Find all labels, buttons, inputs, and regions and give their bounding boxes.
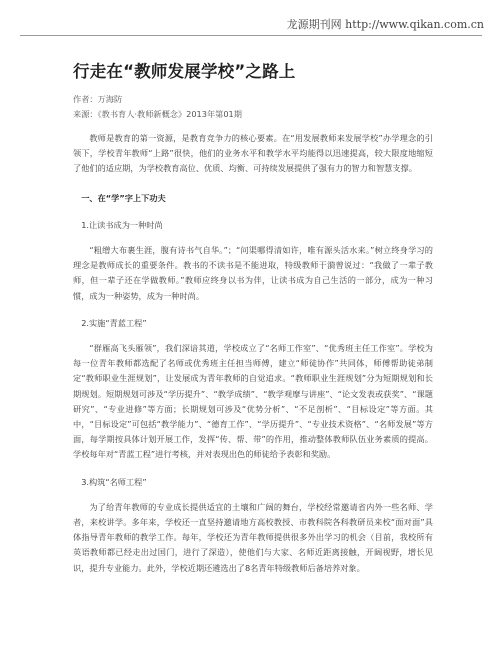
subsection-heading: 1.让读书成为一种时尚 bbox=[81, 219, 163, 230]
article-author: 作者：万海防 bbox=[73, 94, 123, 104]
paragraph: “粗缯大布裹生涯，腹有诗书气自华。”；“问渠哪得清如许，唯有源头活水来。”树立终身学习的理念是教师成长的重要条件。教书的不读书是不能进取，特级教师于漪曾说过：“我做了一辈子教师，但一辈子还在学做教师。”教师应终身以书为伴，让读书成为自己生活的一部分，成为一种习惯，成为一种姿势，成为一种时尚。 bbox=[73, 245, 433, 301]
article-meta bbox=[73, 92, 433, 122]
subsection-heading: 2.实施“青蓝工程” bbox=[81, 317, 147, 328]
paragraph: 教师是教育的第一资源，是教育竞争力的核心要素。在“用发展教师来发展学校”办学理念的引领下，学校青年教师“上路”很快，他们的业务水平和教学水平均能得以迅速提高，较大限度地缩短了他们的适应期，为学校教育高位、优质、均衡、可持续发展提供了强有力的智力和智慧支撑。 bbox=[73, 133, 433, 174]
section-heading: 一、在“学”字上下功夫 bbox=[81, 192, 166, 203]
article-source: 来源：《教书育人·教师新概念》2013年第01期 bbox=[73, 109, 242, 119]
header-divider bbox=[20, 35, 482, 36]
article-body bbox=[73, 131, 433, 576]
paragraph: “群雁高飞头雁领”，我们深谙其道，学校成立了“名师工作室”、“优秀班主任工作室”。学校为每一位青年教师都选配了名师或优秀班主任担当师傅，建立“师徒协作”共同体，师傅帮助徒弟制定“教师职业生涯规划”，让发展成为青年教师的自觉追求。“教师职业生涯规划”分为短期规划和长期规划。短期规划可涉及“学历提升”、“教学成绩”、“教学观摩与讲座”、“论文发表或获奖”、“课题研究”、“专业进修”等方面；长期规划可涉及“优势分析”、“不足剖析”、“目标设定”等方面。其中，“目标设定”可包括“教学能力”、“德育工作”、“学历提升”、“专业技术资格”、“名师发展”等方面，每学期按具体计划开展工作，发挥“传、帮、带”的作用，推动整体教师队伍业务素质的提高。学校每年对“青蓝工程”进行考核，并对表现出色的师徒给予表彰和奖励。 bbox=[73, 343, 433, 460]
paragraph: 为了给青年教师的专业成长提供适宜的土壤和广阔的舞台，学校经常邀请省内外一些名师、学者，来校讲学。多年来，学校还一直坚持邀请地方高校教授、市教科院各科教研员来校“面对面”具体指导青年教师的教学工作。每年，学校还为青年教师提供很多外出学习的机会（目前，我校所有英语教师都已经走出过国门，进行了深造），使他们与大家、名师近距离接触，开阔视野，增长见识，提升专业能力。此外，学校近期还遴选出了8名青年特级教师后备培养对象。 bbox=[73, 501, 433, 573]
journal-source: 龙源期刊网 http://www.qikan.com.cn bbox=[286, 18, 484, 31]
article-title: 行走在“教师发展学校”之路上 bbox=[73, 62, 296, 81]
article bbox=[73, 58, 433, 576]
subsection-heading: 3.构筑“名师工程” bbox=[81, 476, 147, 487]
